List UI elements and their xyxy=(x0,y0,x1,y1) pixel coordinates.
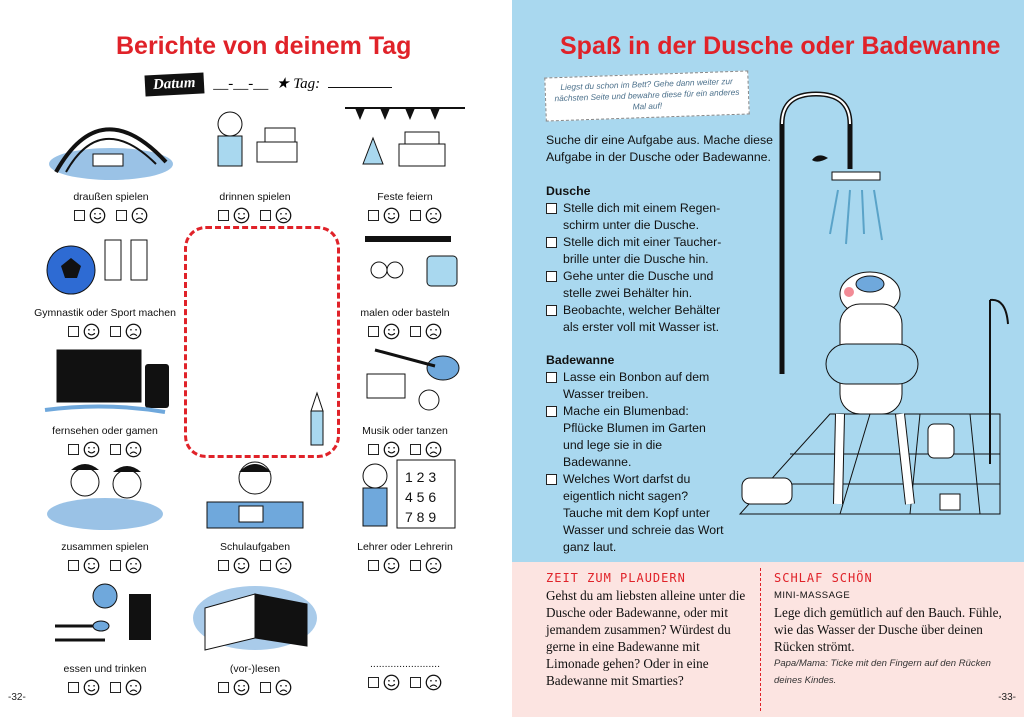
book-icon xyxy=(185,574,325,656)
activity-indoor xyxy=(180,102,330,224)
left-page-title: Berichte von deinem Tag xyxy=(116,32,412,60)
sad-face-icon xyxy=(125,679,142,696)
sad-checkbox[interactable] xyxy=(110,560,121,571)
dusche-section xyxy=(546,183,731,336)
schlaf-subtitle: MINI-MASSAGE xyxy=(774,590,851,601)
tag-label: ★ Tag: xyxy=(276,76,321,92)
happy-checkbox[interactable] xyxy=(218,682,229,693)
schlaf-title: SCHLAF SCHÖN xyxy=(774,571,873,585)
activity-label-blank: ........................ xyxy=(369,658,440,670)
rating-row xyxy=(30,679,180,696)
date-blanks: __-__-__ xyxy=(213,76,269,92)
bottom-panel xyxy=(512,562,1024,717)
happy-checkbox[interactable] xyxy=(68,682,79,693)
right-page-title: Spaß in der Dusche oder Badewanne xyxy=(560,32,1001,60)
happy-face-icon xyxy=(383,674,400,691)
badewanne-task: Lasse ein Bonbon auf dem Wasser treiben. xyxy=(546,369,726,403)
activity-label: draußen spielen xyxy=(73,191,149,203)
rating-row xyxy=(330,557,480,574)
happy-face-icon xyxy=(233,679,250,696)
activity-teacher xyxy=(330,452,480,574)
task-checkbox[interactable] xyxy=(546,305,557,316)
badewanne-heading: Badewanne xyxy=(546,353,615,367)
datum-label: Datum xyxy=(144,72,204,96)
ball-icon xyxy=(35,218,175,300)
activity-crafts xyxy=(330,218,480,340)
happy-face-icon xyxy=(83,679,100,696)
happy-checkbox[interactable] xyxy=(218,560,229,571)
activity-reading xyxy=(180,574,330,696)
activity-label: zusammen spielen xyxy=(61,541,149,553)
dusche-task: Stelle dich mit einer Taucher-brille unter die Dusche hin. xyxy=(546,234,731,268)
task-checkbox[interactable] xyxy=(546,406,557,417)
badewanne-task: Mache ein Blumenbad: Pflücke Blumen im Garten und lege sie in die Badewanne. xyxy=(546,403,726,471)
happy-face-icon xyxy=(383,557,400,574)
sad-face-icon xyxy=(425,674,442,691)
plaudern-title: ZEIT ZUM PLAUDERN xyxy=(546,571,686,585)
playground-icon xyxy=(41,102,181,184)
rating-row xyxy=(180,557,330,574)
happy-checkbox[interactable] xyxy=(68,560,79,571)
activity-label: drinnen spielen xyxy=(219,191,291,203)
teacher-icon xyxy=(335,452,475,534)
sad-checkbox[interactable] xyxy=(260,560,271,571)
rating-row xyxy=(30,557,180,574)
activity-label: malen oder basteln xyxy=(360,307,450,319)
drawing-area[interactable] xyxy=(184,226,340,458)
page-number-left: -32- xyxy=(8,692,26,703)
pen-icon xyxy=(303,391,329,449)
activity-custom xyxy=(330,574,480,691)
sad-face-icon xyxy=(125,557,142,574)
sad-checkbox[interactable] xyxy=(410,560,421,571)
plaudern-box xyxy=(546,570,756,689)
svg-text:1 2 3: 1 2 3 xyxy=(405,469,437,485)
sad-face-icon xyxy=(275,207,292,224)
tag-blank xyxy=(328,87,392,88)
guitar-icon xyxy=(335,336,475,418)
activity-label: Musik oder tanzen xyxy=(362,425,448,437)
activity-label: essen und trinken xyxy=(63,663,147,675)
dusche-heading: Dusche xyxy=(546,184,591,198)
activity-party xyxy=(330,102,480,224)
tv-icon xyxy=(35,336,175,418)
happy-checkbox[interactable] xyxy=(368,560,379,571)
svg-text:7 8 9: 7 8 9 xyxy=(405,509,437,525)
page-number-right: -33- xyxy=(998,692,1016,703)
happy-face-icon xyxy=(233,207,250,224)
activity-label: Gymnastik oder Sport machen xyxy=(34,307,176,319)
activity-label: fernsehen oder gamen xyxy=(52,425,158,437)
sad-face-icon xyxy=(425,557,442,574)
happy-checkbox[interactable] xyxy=(218,210,229,221)
activity-label: Lehrer oder Lehrerin xyxy=(357,541,453,553)
dusche-task: Beobachte, welcher Behälter als erster voll mit Wasser ist. xyxy=(546,302,731,336)
happy-checkbox[interactable] xyxy=(368,677,379,688)
sad-face-icon xyxy=(275,557,292,574)
activity-homework xyxy=(180,452,330,574)
rating-row xyxy=(330,674,480,691)
cake-icon xyxy=(335,102,475,184)
activity-label: Schulaufgaben xyxy=(219,541,291,553)
activity-tv xyxy=(30,336,180,458)
homework-icon xyxy=(185,452,325,534)
happy-face-icon xyxy=(83,557,100,574)
activity-label: Feste feiern xyxy=(377,191,433,203)
task-checkbox[interactable] xyxy=(546,271,557,282)
activity-label: (vor-)lesen xyxy=(229,663,281,675)
svg-text:4 5 6: 4 5 6 xyxy=(405,489,437,505)
schlaf-hint: Papa/Mama: Ticke mit den Fingern auf den Rücken deines Kindes. xyxy=(774,658,991,686)
rating-row xyxy=(180,207,330,224)
task-checkbox[interactable] xyxy=(546,474,557,485)
task-checkbox[interactable] xyxy=(546,203,557,214)
children-icon xyxy=(35,452,175,534)
task-checkbox[interactable] xyxy=(546,372,557,383)
toys-icon xyxy=(185,102,325,184)
schlaf-text: Lege dich gemütlich auf den Bauch. Fühle, wie das Wasser der Dusche über deinen Rücken strömt. xyxy=(774,605,1002,654)
activity-sport xyxy=(30,218,180,340)
intro-text: Suche dir eine Aufgabe aus. Mache diese Aufgabe in der Dusche oder Badewanne. xyxy=(546,133,773,164)
activity-eat xyxy=(30,574,180,696)
rating-row xyxy=(180,679,330,696)
divider xyxy=(760,568,761,711)
activity-music xyxy=(330,336,480,458)
dusche-task: Gehe unter die Dusche und stelle zwei Behälter hin. xyxy=(546,268,731,302)
food-icon xyxy=(35,574,175,656)
badewanne-task: Welches Wort darfst du eigentlich nicht sagen? Tauche mit dem Kopf unter Wasser und schreie das Wort ganz laut. xyxy=(546,471,726,556)
schlaf-box xyxy=(774,570,1016,689)
happy-face-icon xyxy=(233,557,250,574)
sad-checkbox[interactable] xyxy=(410,677,421,688)
sad-checkbox[interactable] xyxy=(260,210,271,221)
badewanne-section xyxy=(546,352,726,556)
sad-face-icon xyxy=(275,679,292,696)
bedtime-note: Liegst du schon im Bett? Gehe dann weiter zur nächsten Seite und bewahre diese für ein anderes Mal auf! xyxy=(544,70,749,121)
task-checkbox[interactable] xyxy=(546,237,557,248)
activity-outdoor xyxy=(36,102,186,224)
plaudern-text: Gehst du am liebsten alleine unter die Dusche oder Badewanne, oder mit jemandem zusammen? Würdest du gerne in eine Badewanne mit Limonade gehen? Oder in eine Badewanne mit Smarties? xyxy=(546,588,746,688)
shower-illustration xyxy=(720,84,1020,534)
dusche-task: Stelle dich mit einem Regen-schirm unter die Dusche. xyxy=(546,200,731,234)
sad-checkbox[interactable] xyxy=(110,682,121,693)
date-line xyxy=(145,74,392,95)
activity-together xyxy=(30,452,180,574)
sad-checkbox[interactable] xyxy=(260,682,271,693)
paint-icon xyxy=(335,218,475,300)
